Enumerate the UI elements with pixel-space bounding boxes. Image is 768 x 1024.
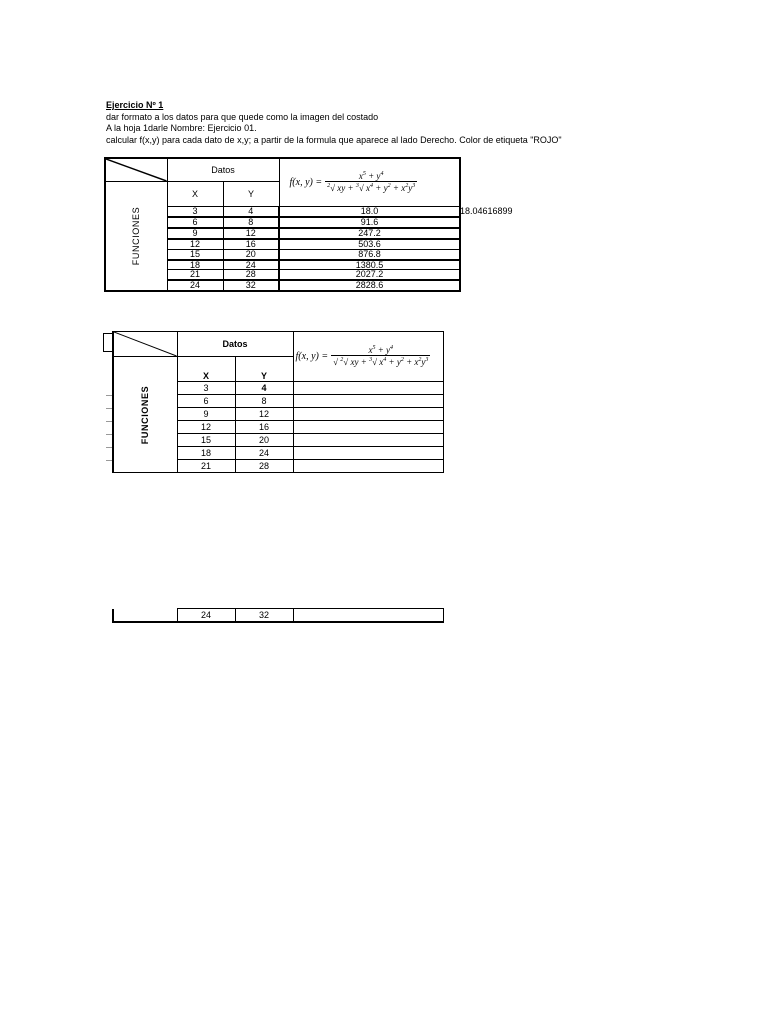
formula-cell[interactable]: [293, 332, 443, 382]
instructions: [106, 100, 562, 146]
x-cell[interactable]: 21: [177, 460, 235, 473]
diagonal-header-cell[interactable]: [113, 332, 177, 357]
x-cell[interactable]: 3: [167, 207, 223, 217]
x-cell[interactable]: 15: [177, 434, 235, 447]
x-cell[interactable]: 12: [177, 421, 235, 434]
x-cell[interactable]: 21: [167, 270, 223, 280]
x-cell[interactable]: 24: [177, 609, 235, 622]
y-cell[interactable]: 16: [223, 239, 279, 249]
y-cell[interactable]: 4: [223, 207, 279, 217]
formula: [280, 171, 460, 194]
f-cell[interactable]: [293, 609, 443, 622]
y-cell[interactable]: 24: [223, 260, 279, 270]
x-cell[interactable]: 9: [167, 228, 223, 239]
f-cell[interactable]: [293, 408, 443, 421]
datos-header[interactable]: Datos: [177, 332, 293, 357]
formula-fraction: $\frac{x^5 + y^4}{√ ^2√ xy + ^3√ x^4 + y^2 + x^2y^3}$: [333, 345, 429, 367]
y-cell[interactable]: 4: [235, 382, 293, 395]
x-cell[interactable]: 18: [177, 447, 235, 460]
x-header[interactable]: X: [167, 182, 223, 207]
f-cell[interactable]: 2828.6: [279, 280, 460, 291]
y-cell[interactable]: 16: [235, 421, 293, 434]
x-cell[interactable]: 9: [177, 408, 235, 421]
y-cell[interactable]: 28: [235, 460, 293, 473]
x-cell[interactable]: 6: [167, 217, 223, 228]
y-cell[interactable]: 20: [235, 434, 293, 447]
f-cell[interactable]: 18.0: [279, 207, 460, 217]
f-cell[interactable]: [293, 382, 443, 395]
x-header[interactable]: X: [177, 357, 235, 382]
formula-cell[interactable]: [279, 158, 460, 207]
f-cell[interactable]: [293, 434, 443, 447]
f-cell[interactable]: [293, 447, 443, 460]
funciones-side-label[interactable]: FUNCIONES: [105, 182, 167, 292]
formula-lhs: f(x, y) =: [289, 177, 323, 188]
f-cell[interactable]: 247.2: [279, 228, 460, 239]
f-cell[interactable]: 503.6: [279, 239, 460, 249]
f-cell[interactable]: 876.8: [279, 249, 460, 259]
datos-header[interactable]: Datos: [167, 158, 279, 182]
y-header[interactable]: Y: [235, 357, 293, 382]
side-cell[interactable]: [113, 609, 177, 622]
x-cell[interactable]: 18: [167, 260, 223, 270]
f-cell[interactable]: [293, 395, 443, 408]
y-cell[interactable]: 8: [223, 217, 279, 228]
functions-table-template-last-row: [112, 608, 444, 623]
funciones-side-label[interactable]: FUNCIONES: [113, 357, 177, 473]
x-cell[interactable]: 15: [167, 249, 223, 259]
x-cell[interactable]: 24: [167, 280, 223, 291]
diagonal-header-cell[interactable]: [105, 158, 167, 182]
y-cell[interactable]: 12: [235, 408, 293, 421]
x-cell[interactable]: 12: [167, 239, 223, 249]
y-header[interactable]: Y: [223, 182, 279, 207]
table-row: [113, 609, 443, 622]
instruction-line-1: dar formato a los datos para que quede como la imagen del costado: [106, 111, 379, 122]
x-cell[interactable]: 3: [177, 382, 235, 395]
f-cell[interactable]: 2027.2: [279, 270, 460, 280]
y-cell[interactable]: 32: [223, 280, 279, 291]
instruction-line-3: calcular f(x,y) para cada dato de x,y; a partir de la formula que aparece al lado Derecho. Color de etiqueta "ROJO": [106, 134, 562, 145]
x-cell[interactable]: 6: [177, 395, 235, 408]
f-cell[interactable]: [293, 421, 443, 434]
f-cell[interactable]: 1380.5: [279, 260, 460, 270]
y-cell[interactable]: 32: [235, 609, 293, 622]
f-cell[interactable]: [293, 460, 443, 473]
formula-fraction: $\frac{x^5 + y^4}{^2√ xy + ^3√ x^4 + y^2 + x^2y^3}$: [327, 171, 416, 193]
formula: [294, 345, 443, 368]
f-cell[interactable]: 91.6: [279, 217, 460, 228]
formula-lhs: f(x, y) =: [295, 351, 329, 362]
instruction-line-2: A la hoja 1darle Nombre: Ejercicio 01.: [106, 123, 257, 133]
functions-table-completed: [104, 157, 461, 292]
y-cell[interactable]: 24: [235, 447, 293, 460]
y-cell[interactable]: 8: [235, 395, 293, 408]
y-cell[interactable]: 12: [223, 228, 279, 239]
functions-table-template: [112, 331, 444, 473]
exercise-title: Ejercicio Nº 1: [106, 100, 164, 110]
computed-check-value[interactable]: 18.04616899: [460, 206, 513, 216]
y-cell[interactable]: 28: [223, 270, 279, 280]
y-cell[interactable]: 20: [223, 249, 279, 259]
